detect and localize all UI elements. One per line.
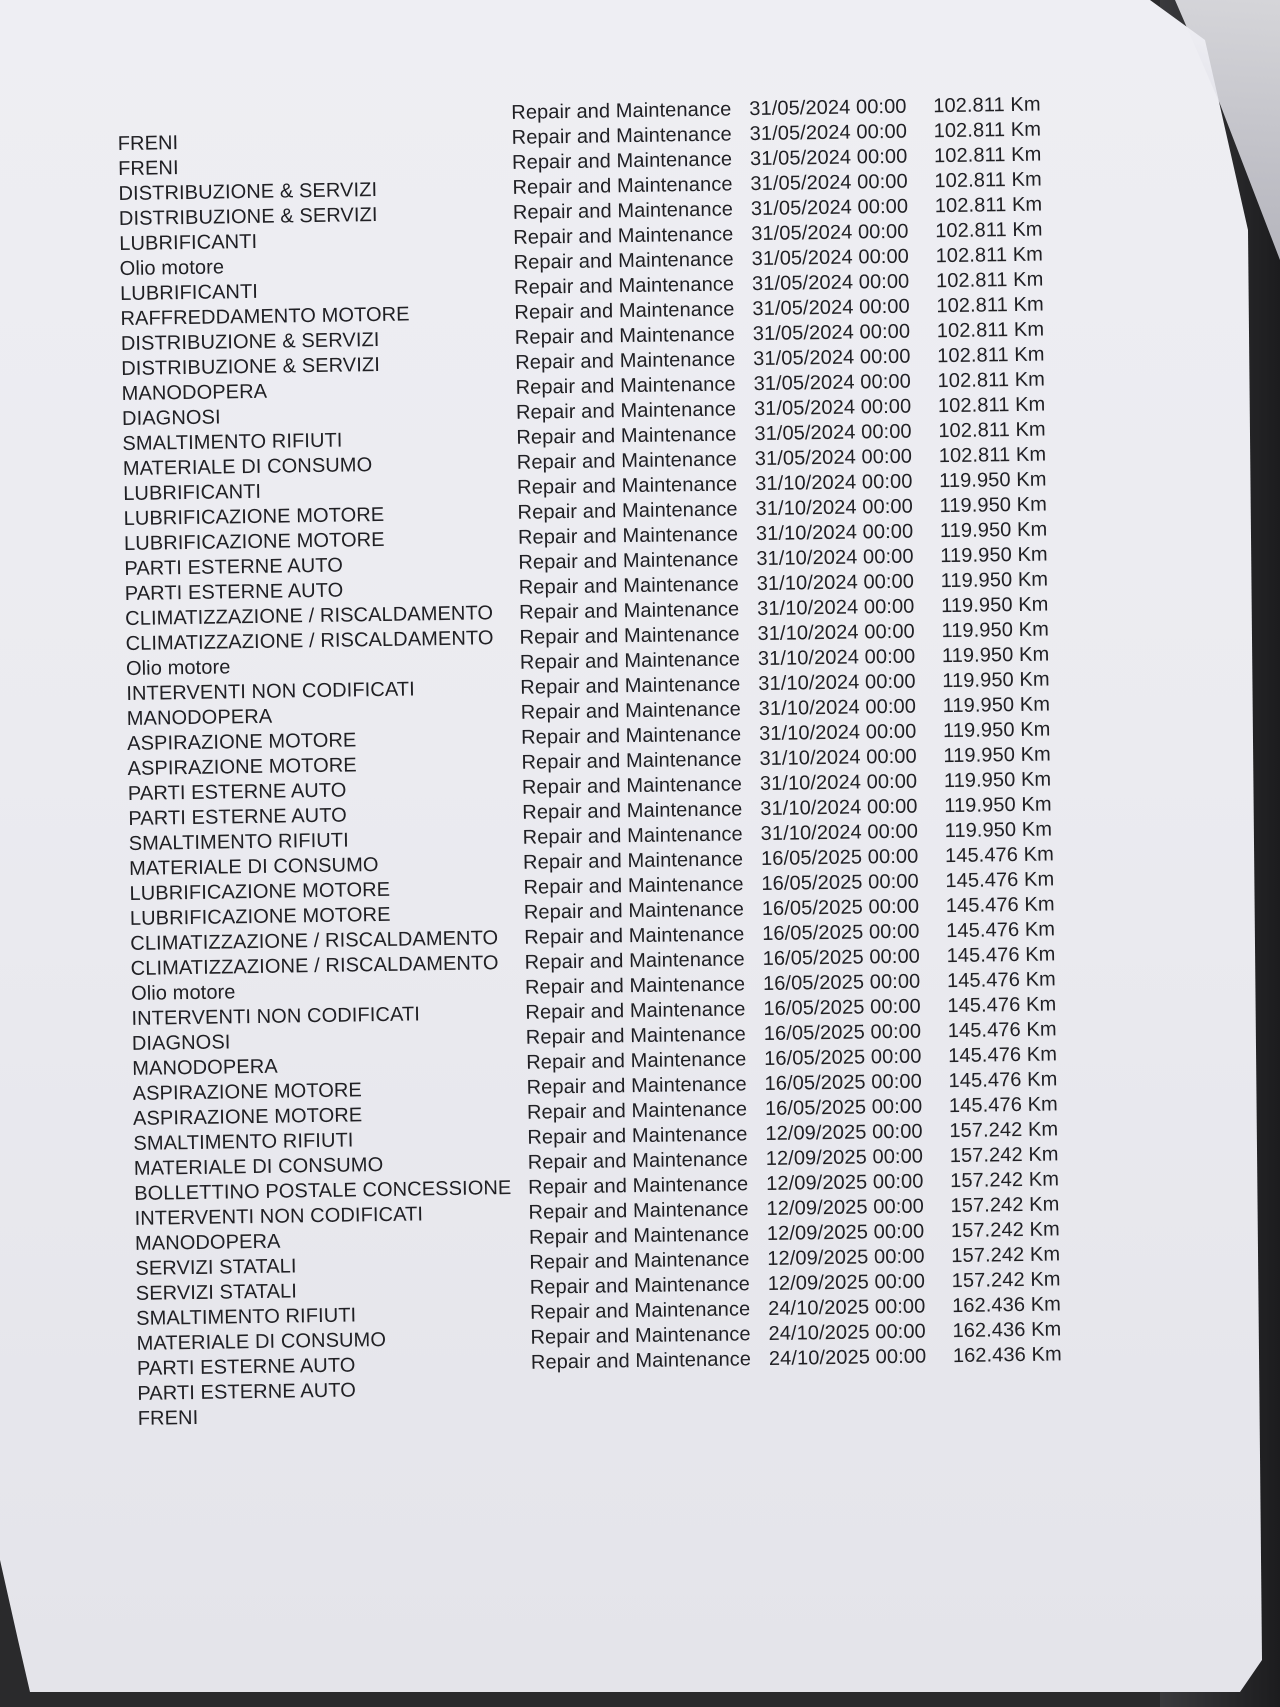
row-mileage: 102.811 Km: [938, 418, 1046, 443]
row-category: Repair and Maintenance: [529, 1248, 750, 1274]
row-category: Repair and Maintenance: [524, 973, 746, 999]
row-description: LUBRIFICANTI: [123, 480, 262, 505]
row-category: Repair and Maintenance: [528, 1198, 749, 1224]
row-date: 31/05/2024 00:00: [751, 270, 910, 296]
row-date: 31/10/2024 00:00: [756, 570, 915, 596]
row-description: MATERIALE DI CONSUMO: [122, 454, 373, 480]
row-mileage: 119.950 Km: [941, 618, 1050, 643]
row-description: LUBRIFICAZIONE MOTORE: [123, 503, 385, 530]
row-category: Repair and Maintenance: [525, 1023, 747, 1049]
row-date: 31/05/2024 00:00: [753, 395, 912, 421]
row-mileage: 119.950 Km: [944, 793, 1052, 818]
row-category: Repair and Maintenance: [513, 223, 734, 249]
row-mileage: 145.476 Km: [945, 868, 1055, 893]
row-category: Repair and Maintenance: [523, 873, 744, 899]
row-category: Repair and Maintenance: [519, 623, 740, 649]
row-category: Repair and Maintenance: [526, 1048, 747, 1074]
row-category: Repair and Maintenance: [518, 598, 740, 624]
row-description: Olio motore: [119, 256, 225, 281]
row-date: 16/05/2025 00:00: [763, 995, 921, 1020]
row-mileage: 102.811 Km: [936, 318, 1045, 343]
row-date: 31/05/2024 00:00: [749, 145, 908, 171]
row-category: Repair and Maintenance: [523, 898, 745, 924]
row-mileage: 162.436 Km: [952, 1343, 1062, 1368]
row-description: BOLLETTINO POSTALE CONCESSIONE: [134, 1176, 512, 1205]
row-date: 16/05/2025 00:00: [761, 895, 920, 921]
row-mileage: 145.476 Km: [946, 943, 1056, 968]
row-category: Repair and Maintenance: [528, 1223, 750, 1249]
row-date: 31/10/2024 00:00: [754, 470, 913, 496]
row-mileage: 145.476 Km: [948, 1093, 1058, 1118]
row-description: MANODOPERA: [132, 1055, 278, 1080]
row-mileage: 119.950 Km: [943, 768, 1052, 793]
row-date: 16/05/2025 00:00: [761, 870, 919, 896]
row-date: 31/10/2024 00:00: [759, 745, 917, 771]
row-description: PARTI ESTERNE AUTO: [136, 1354, 356, 1380]
row-description: MANODOPERA: [134, 1230, 281, 1255]
row-category: Repair and Maintenance: [516, 448, 738, 474]
row-mileage: 119.950 Km: [943, 743, 1051, 768]
row-date: 16/05/2025 00:00: [764, 1095, 923, 1120]
row-mileage: 145.476 Km: [945, 893, 1055, 918]
row-category: Repair and Maintenance: [515, 348, 736, 374]
row-date: 31/05/2024 00:00: [749, 120, 908, 146]
row-category: Repair and Maintenance: [512, 198, 734, 224]
row-mileage: 145.476 Km: [944, 843, 1055, 868]
row-date: 12/09/2025 00:00: [765, 1145, 924, 1170]
row-category: Repair and Maintenance: [513, 273, 735, 299]
row-mileage: 102.811 Km: [934, 168, 1042, 193]
row-date: 31/10/2024 00:00: [758, 695, 917, 721]
row-category: Repair and Maintenance: [527, 1123, 748, 1149]
row-mileage: 157.242 Km: [950, 1218, 1060, 1243]
row-date: 31/10/2024 00:00: [756, 595, 915, 621]
row-date: 31/05/2024 00:00: [751, 245, 910, 271]
row-category: Repair and Maintenance: [512, 173, 733, 199]
row-mileage: 145.476 Km: [947, 1018, 1057, 1043]
row-mileage: 145.476 Km: [947, 993, 1057, 1018]
row-description: FRENI: [117, 132, 179, 156]
row-date: 12/09/2025 00:00: [766, 1195, 925, 1220]
row-category: Repair and Maintenance: [520, 673, 741, 699]
row-mileage: 119.950 Km: [944, 818, 1053, 843]
row-date: 24/10/2025 00:00: [767, 1295, 926, 1320]
row-category: Repair and Maintenance: [517, 498, 738, 524]
row-date: 16/05/2025 00:00: [763, 1020, 922, 1045]
row-category: Repair and Maintenance: [521, 773, 743, 799]
row-date: 16/05/2025 00:00: [764, 1070, 923, 1095]
row-description: PARTI ESTERNE AUTO: [124, 554, 344, 580]
row-description: PARTI ESTERNE AUTO: [127, 779, 347, 805]
row-description: Olio motore: [125, 656, 231, 680]
row-category: Repair and Maintenance: [526, 1098, 748, 1124]
row-category: Repair and Maintenance: [529, 1273, 751, 1299]
row-date: 31/05/2024 00:00: [750, 170, 908, 196]
row-description: PARTI ESTERNE AUTO: [128, 804, 348, 830]
row-date: 31/05/2024 00:00: [752, 320, 911, 346]
row-date: 12/09/2025 00:00: [765, 1170, 924, 1195]
row-date: 31/05/2024 00:00: [753, 345, 911, 371]
row-date: 12/09/2025 00:00: [765, 1120, 923, 1145]
row-category: Repair and Maintenance: [528, 1173, 749, 1199]
row-date: 31/05/2024 00:00: [754, 420, 912, 446]
row-mileage: 145.476 Km: [946, 918, 1056, 943]
row-date: 16/05/2025 00:00: [764, 1045, 922, 1070]
row-description: SMALTIMENTO RIFIUTI: [136, 1304, 357, 1330]
row-description: INTERVENTI NON CODIFICATI: [126, 678, 415, 705]
row-date: 12/09/2025 00:00: [767, 1270, 926, 1295]
row-mileage: 119.950 Km: [940, 543, 1048, 568]
row-mileage: 119.950 Km: [942, 693, 1051, 718]
row-category: Repair and Maintenance: [511, 123, 732, 149]
row-mileage: 102.811 Km: [938, 443, 1047, 468]
row-date: 31/05/2024 00:00: [754, 445, 913, 471]
row-category: Repair and Maintenance: [516, 423, 737, 449]
row-date: 24/10/2025 00:00: [768, 1320, 926, 1345]
row-description: SMALTIMENTO RIFIUTI: [128, 829, 349, 855]
row-description: DISTRIBUZIONE & SERVIZI: [120, 328, 380, 356]
row-date: 31/05/2024 00:00: [752, 295, 910, 321]
row-date: 31/10/2024 00:00: [755, 495, 914, 521]
row-category: Repair and Maintenance: [517, 473, 738, 499]
row-category: Repair and Maintenance: [521, 748, 742, 774]
row-description: ASPIRAZIONE MOTORE: [132, 1104, 363, 1130]
row-date: 31/10/2024 00:00: [756, 545, 914, 571]
row-mileage: 119.950 Km: [940, 568, 1049, 593]
row-description: DIAGNOSI: [131, 1031, 231, 1055]
row-mileage: 157.242 Km: [951, 1243, 1061, 1268]
row-mileage: 157.242 Km: [949, 1118, 1059, 1143]
row-date: 31/10/2024 00:00: [757, 645, 916, 671]
row-date: 31/10/2024 00:00: [755, 520, 914, 546]
row-description: SERVIZI STATALI: [135, 1255, 297, 1280]
row-description: ASPIRAZIONE MOTORE: [132, 1079, 363, 1105]
row-category: Repair and Maintenance: [518, 548, 739, 574]
row-category: Repair and Maintenance: [530, 1323, 751, 1349]
row-description: SERVIZI STATALI: [135, 1280, 298, 1305]
row-mileage: 119.950 Km: [939, 493, 1048, 518]
row-category: Repair and Maintenance: [520, 723, 742, 749]
row-description: DIAGNOSI: [121, 406, 221, 430]
row-category: Repair and Maintenance: [517, 523, 739, 549]
row-mileage: 119.950 Km: [941, 643, 1050, 668]
row-description: LUBRIFICAZIONE MOTORE: [129, 903, 391, 930]
row-category: Repair and Maintenance: [514, 298, 735, 324]
row-date: 31/10/2024 00:00: [760, 795, 918, 821]
row-category: Repair and Maintenance: [514, 323, 736, 349]
row-category: Repair and Maintenance: [525, 998, 746, 1024]
row-mileage: 157.242 Km: [949, 1143, 1059, 1168]
row-category: Repair and Maintenance: [515, 398, 737, 424]
row-mileage: 145.476 Km: [948, 1068, 1058, 1093]
row-mileage: 119.950 Km: [942, 668, 1050, 693]
row-category: Repair and Maintenance: [513, 248, 734, 274]
row-description: LUBRIFICANTI: [119, 280, 259, 306]
row-date: 31/10/2024 00:00: [760, 820, 919, 846]
row-description: INTERVENTI NON CODIFICATI: [134, 1203, 424, 1230]
row-mileage: 102.811 Km: [937, 393, 1046, 418]
row-date: 31/05/2024 00:00: [751, 220, 909, 246]
row-mileage: 102.811 Km: [935, 218, 1043, 243]
row-description: LUBRIFICAZIONE MOTORE: [123, 528, 385, 555]
row-description: ASPIRAZIONE MOTORE: [127, 729, 357, 755]
row-category: Repair and Maintenance: [522, 798, 743, 824]
row-description: SMALTIMENTO RIFIUTI: [133, 1129, 354, 1155]
row-description: MANODOPERA: [121, 380, 268, 406]
row-mileage: 145.476 Km: [948, 1043, 1058, 1068]
row-category: Repair and Maintenance: [511, 148, 733, 174]
row-description: ASPIRAZIONE MOTORE: [127, 754, 357, 780]
row-description: DISTRIBUZIONE & SERVIZI: [118, 178, 378, 206]
row-category: Repair and Maintenance: [527, 1148, 749, 1174]
row-mileage: 145.476 Km: [946, 968, 1057, 993]
row-mileage: 119.950 Km: [939, 518, 1048, 543]
row-description: LUBRIFICAZIONE MOTORE: [129, 878, 391, 905]
row-category: Repair and Maintenance: [526, 1073, 747, 1099]
row-date: 24/10/2025 00:00: [768, 1345, 927, 1370]
row-description: FRENI: [117, 157, 179, 181]
row-category: Repair and Maintenance: [529, 1298, 751, 1324]
row-description: SMALTIMENTO RIFIUTI: [122, 429, 343, 455]
row-category: Repair and Maintenance: [519, 648, 741, 674]
row-date: 31/10/2024 00:00: [758, 720, 917, 746]
row-category: Repair and Maintenance: [530, 1348, 752, 1374]
row-mileage: 102.811 Km: [936, 293, 1044, 318]
row-mileage: 102.811 Km: [937, 368, 1046, 393]
row-description: CLIMATIZZAZIONE / RISCALDAMENTO: [125, 627, 494, 655]
row-description: CLIMATIZZAZIONE / RISCALDAMENTO: [130, 952, 499, 980]
row-mileage: 102.811 Km: [935, 243, 1044, 268]
row-description: CLIMATIZZAZIONE / RISCALDAMENTO: [125, 602, 494, 630]
row-mileage: 119.950 Km: [942, 718, 1051, 743]
row-date: 31/05/2024 00:00: [753, 370, 912, 396]
row-date: 16/05/2025 00:00: [762, 970, 921, 996]
row-description: Olio motore: [130, 981, 236, 1005]
row-mileage: 102.811 Km: [933, 93, 1041, 118]
row-mileage: 102.811 Km: [937, 343, 1045, 368]
row-mileage: 157.242 Km: [949, 1168, 1060, 1193]
row-description: MANODOPERA: [126, 705, 273, 730]
row-category: Repair and Maintenance: [522, 848, 744, 874]
row-mileage: 162.436 Km: [952, 1318, 1062, 1343]
row-date: 31/10/2024 00:00: [759, 770, 918, 796]
row-category: Repair and Maintenance: [524, 923, 745, 949]
row-category: Repair and Maintenance: [518, 573, 740, 599]
row-mileage: 119.950 Km: [940, 593, 1049, 618]
row-description: PARTI ESTERNE AUTO: [137, 1379, 357, 1405]
row-date: 31/10/2024 00:00: [757, 620, 915, 646]
row-date: 12/09/2025 00:00: [767, 1245, 925, 1270]
row-mileage: 157.242 Km: [951, 1268, 1061, 1293]
row-category: Repair and Maintenance: [515, 373, 736, 399]
row-date: 31/05/2024 00:00: [749, 95, 907, 121]
row-mileage: 102.811 Km: [933, 143, 1042, 168]
row-mileage: 119.950 Km: [938, 468, 1047, 493]
row-date: 16/05/2025 00:00: [760, 845, 919, 871]
row-description: DISTRIBUZIONE & SERVIZI: [118, 203, 378, 231]
row-date: 16/05/2025 00:00: [762, 920, 920, 946]
row-description: INTERVENTI NON CODIFICATI: [131, 1003, 421, 1030]
row-date: 16/05/2025 00:00: [762, 945, 921, 971]
row-date: 31/10/2024 00:00: [758, 670, 916, 696]
row-description: LUBRIFICANTI: [119, 230, 258, 256]
row-mileage: 102.811 Km: [933, 118, 1042, 143]
row-mileage: 102.811 Km: [934, 193, 1043, 218]
row-description: PARTI ESTERNE AUTO: [124, 579, 344, 605]
row-date: 31/05/2024 00:00: [750, 195, 909, 221]
row-description: CLIMATIZZAZIONE / RISCALDAMENTO: [130, 927, 499, 955]
row-description: MATERIALE DI CONSUMO: [128, 854, 379, 880]
row-description: RAFFREDDAMENTO MOTORE: [120, 303, 410, 331]
row-description: FRENI: [137, 1406, 199, 1430]
row-description: MATERIALE DI CONSUMO: [133, 1153, 384, 1180]
row-category: Repair and Maintenance: [511, 98, 732, 124]
row-description: DISTRIBUZIONE & SERVIZI: [121, 353, 381, 381]
row-category: Repair and Maintenance: [522, 823, 743, 849]
row-mileage: 162.436 Km: [951, 1293, 1062, 1318]
row-description: MATERIALE DI CONSUMO: [136, 1328, 387, 1355]
row-mileage: 102.811 Km: [935, 268, 1044, 293]
row-mileage: 157.242 Km: [950, 1193, 1060, 1218]
row-category: Repair and Maintenance: [520, 698, 742, 724]
row-date: 12/09/2025 00:00: [766, 1220, 925, 1245]
row-category: Repair and Maintenance: [524, 948, 745, 974]
